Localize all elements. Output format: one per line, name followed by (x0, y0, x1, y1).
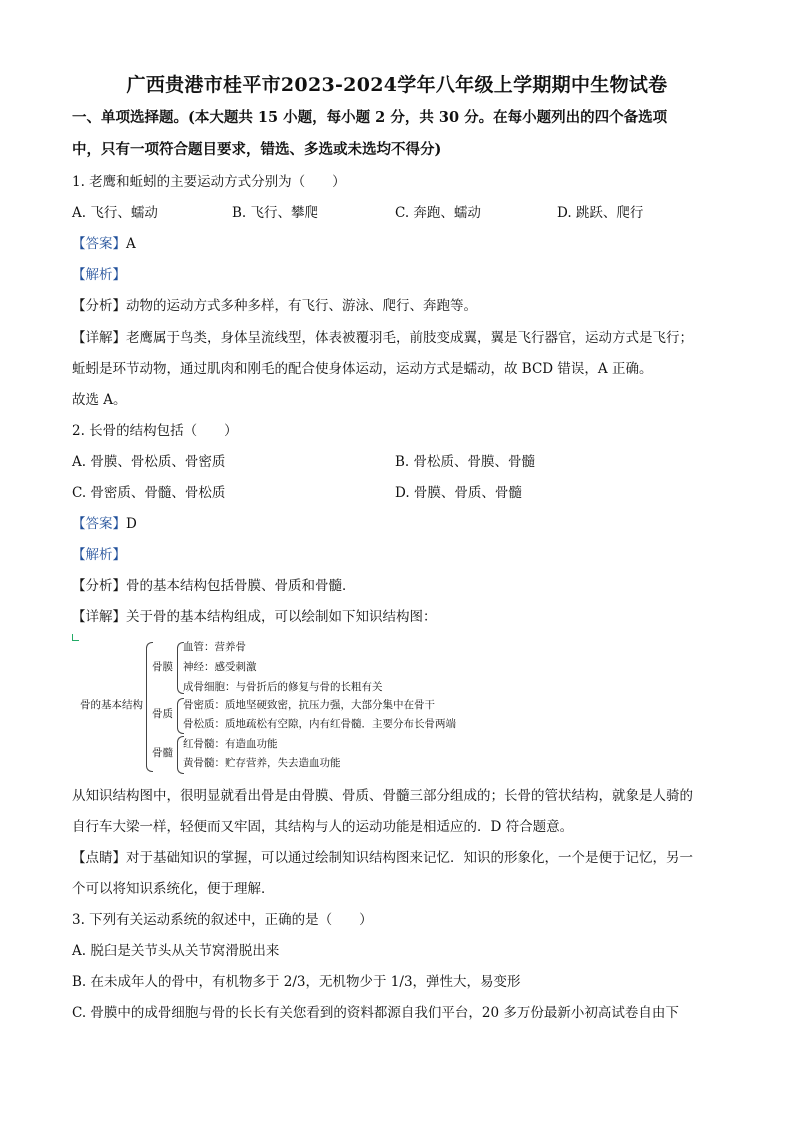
q1-analysis-tag: 【解析】 (72, 267, 126, 283)
q2-analysis-tag: 【解析】 (72, 547, 126, 563)
q1-option-a: A. 飞行、蠕动 (72, 205, 158, 221)
q2-xiangjie (72, 609, 437, 625)
exam-title: 广西贵港市桂平市2023-2024学年八年级上学期期中生物试卷 (126, 74, 668, 96)
q2-dianjing-line1 (72, 850, 693, 866)
q1-xiangjie-line1 (72, 330, 693, 346)
section-heading-line1: 一、单项选择题。(本大题共 15 小题，每小题 2 分，共 30 分。在每小题列出的四个备选项 (72, 109, 668, 126)
q2-dianjing-line2: 个可以将知识系统化，便于理解． (72, 881, 275, 897)
dianjing-tag: 【点睛】 (72, 850, 126, 866)
q1-option-b: B. 飞行、攀爬 (232, 205, 319, 221)
q2-option-c: C. 骨密质、骨髓、骨松质 (72, 485, 226, 501)
xiangjie-text: 关于骨的基本结构组成，可以绘制如下知识结构图： (126, 609, 437, 625)
q1-fenxi (72, 298, 477, 314)
q2-answer (72, 516, 137, 532)
q2-stem: 2. 长骨的结构包括（ ） (72, 423, 238, 439)
q1-conclusion: 故选 A。 (72, 392, 127, 408)
diagram-item: 骨密质：质地坚硬致密，抗压力强，大部分集中在骨干 (183, 699, 435, 711)
fenxi-tag: 【分析】 (72, 578, 126, 594)
diagram-item: 神经：感受刺激 (183, 661, 257, 673)
xiangjie-tag: 【详解】 (72, 330, 126, 346)
q3-stem: 3. 下列有关运动系统的叙述中，正确的是（ ） (72, 912, 373, 928)
answer-value: D (126, 516, 137, 532)
fenxi-tag: 【分析】 (72, 298, 126, 314)
diagram-root: 骨的基本结构 (80, 699, 143, 711)
q2-option-a: A. 骨膜、骨松质、骨密质 (72, 454, 226, 470)
q2-after-line1: 从知识结构图中，很明显就看出骨是由骨膜、骨质、骨髓三部分组成的；长骨的管状结构，就象是人骑的 (72, 788, 693, 804)
q2-after-line2: 自行车大梁一样，轻便而又牢固，其结构与人的运动功能是相适应的．D 符合题意。 (72, 819, 574, 835)
xiangjie-tag: 【详解】 (72, 609, 126, 625)
diagram-group-label: 骨髓 (152, 747, 173, 759)
q1-answer (72, 236, 136, 252)
diagram-item: 血管：营养骨 (183, 641, 246, 653)
diagram-group-label: 骨膜 (152, 661, 173, 673)
answer-tag: 【答案】 (72, 236, 126, 252)
diagram-group-label: 骨质 (152, 708, 173, 720)
q3-option-b: B. 在未成年人的骨中，有机物多于 2/3，无机物少于 1/3，弹性大，易变形 (72, 974, 521, 990)
section-heading-line2: 中，只有一项符合题目要求，错选、多选或未选均不得分) (72, 141, 442, 158)
answer-tag: 【答案】 (72, 516, 126, 532)
diagram-item: 红骨髓：有造血功能 (183, 738, 278, 750)
diagram-item: 黄骨髓：贮存营养，失去造血功能 (183, 757, 341, 769)
q3-option-c: C. 骨膜中的成骨细胞与骨的长长有关您看到的资料都源自我们平台，20 多万份最新小初高试卷自由下 (72, 1005, 679, 1021)
q1-stem: 1. 老鹰和蚯蚓的主要运动方式分别为（ ） (72, 174, 346, 190)
dianjing-text: 对于基础知识的掌握，可以通过绘制知识结构图来记忆．知识的形象化，一个是便于记忆，另一 (126, 850, 693, 866)
fenxi-text: 动物的运动方式多种多样，有飞行、游泳、爬行、奔跑等。 (126, 298, 477, 314)
q1-option-c: C. 奔跑、蠕动 (395, 205, 481, 221)
q1-xiangjie-line2: 蚯蚓是环节动物，通过肌肉和刚毛的配合使身体运动，运动方式是蠕动，故 BCD 错误，A 正确。 (72, 361, 653, 377)
bone-structure-diagram (78, 636, 598, 776)
diagram-item: 成骨细胞：与骨折后的修复与骨的长粗有关 (183, 681, 383, 693)
diagram-item: 骨松质：质地疏松有空隙，内有红骨髓．主要分布长骨两端 (183, 718, 456, 730)
q3-option-a: A. 脱臼是关节头从关节窝滑脱出来 (72, 943, 280, 959)
q1-option-d: D. 跳跃、爬行 (557, 205, 644, 221)
q2-option-b: B. 骨松质、骨膜、骨髓 (395, 454, 536, 470)
xiangjie-text: 老鹰属于鸟类，身体呈流线型，体表被覆羽毛，前肢变成翼，翼是飞行器官，运动方式是飞行； (126, 330, 693, 346)
q2-fenxi (72, 578, 356, 594)
answer-value: A (126, 236, 136, 252)
fenxi-text: 骨的基本结构包括骨膜、骨质和骨髓． (126, 578, 356, 594)
q2-option-d: D. 骨膜、骨质、骨髓 (395, 485, 522, 501)
